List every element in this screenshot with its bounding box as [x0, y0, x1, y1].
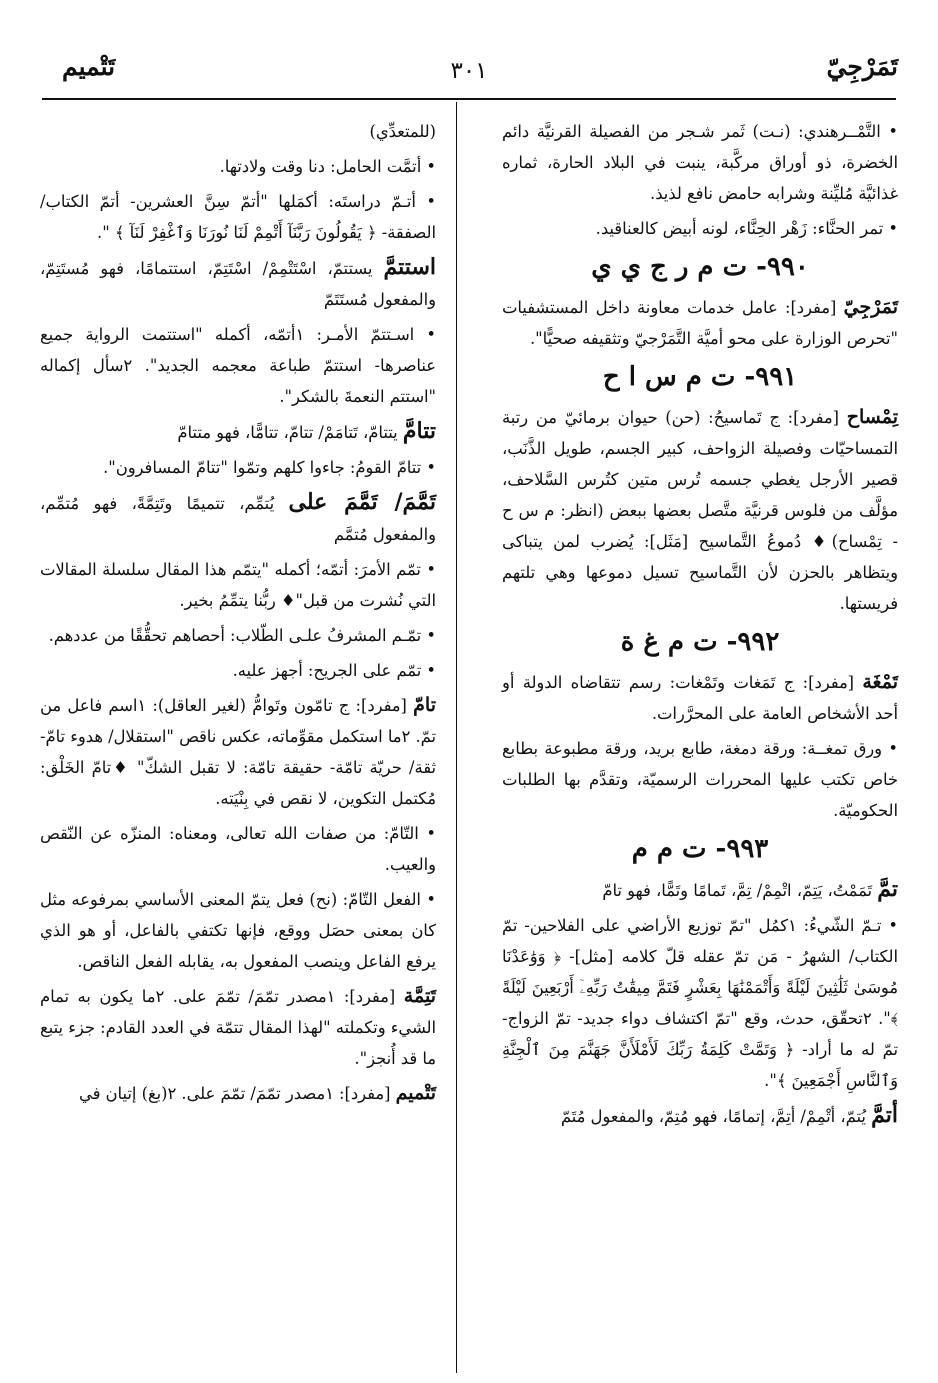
entry-paragraph: • التّامّ: من صفات الله تعالى، ومعناه: المنزّه عن النّقص والعيب.	[40, 824, 436, 874]
headword: تَمْغَة	[862, 671, 898, 693]
entry-paragraph: (للمتعدِّي)	[369, 122, 436, 141]
entry-paragraph: • تمّم الأمرَ: أتمّه؛ أكمله "يتمّم هذا المقال سلسلة المقالات التي نُشرت من قبل"♦ ربُّنا يتمِّمُ بخير.	[40, 560, 436, 610]
conjugation: يُتمِّم، تتميمًا وتَتِمَّةً، فهو مُتمِّم، والمفعول مُتمَّم	[40, 494, 436, 544]
entry-paragraph	[40, 252, 436, 315]
entry-paragraph: • تمر الحنَّاء: زَهْر الحِنَّاء، لونه أبيض كالعناقيد.	[595, 219, 898, 238]
entry-paragraph	[502, 402, 898, 619]
headword: تَمَّمَ/ تَمَّمَ على	[288, 489, 436, 515]
left-column	[40, 116, 436, 1113]
headword: استتمَّ	[383, 254, 436, 280]
entry-paragraph	[40, 981, 436, 1074]
definition: [مفرد]: ج تامّون وتَوامُّ (لغير العاقل): ١اسم فاعل من تمّ. ٢ما استكمل مقوِّماته، عكس ناقص "استقلال/ هدوء تامّ- ثقة/ حريّة تامّة- حقيقة تامّة: لا تقبل الشكّ" ♦تامّ الخَلْق: مُكتمل التكوين، لا نقص في بِنْيَته.	[40, 696, 436, 808]
entry-paragraph	[502, 1100, 898, 1132]
column-divider	[456, 102, 457, 1373]
entry-paragraph: • تمّم على الجريح: أجهز عليه.	[232, 661, 436, 680]
root-heading-993: ٩٩٣- ت م م	[631, 834, 769, 864]
right-column	[502, 116, 898, 1136]
root-heading-991: ٩٩١- ت م س ا ح	[602, 362, 798, 392]
entry-paragraph: • اسـتتمّ الأمـر: ١أتمّه، أكمله "استتمت الرواية جميع عناصرها- استتمّ طباعة معجمه الجديد". ٢سأل إكماله "استتم النعمةَ بالشكر".	[40, 325, 436, 406]
definition: [مفرد]: ١مصدر تمّمَ/ تمّمَ على. ٢(بغ) إتيان في	[79, 1084, 391, 1103]
definition: [مفرد]: عامل خدمات معاونة داخل المستشفيات "تحرص الوزارة على محو أميَّة التَّمَرْجيّ وتثقيفه صحيًّا".	[502, 298, 898, 348]
page-number: ٣٠١	[450, 58, 488, 84]
entry-paragraph: • أتـمّ دراستَه: أكمَلها "أتمّ سِنَّ العشرين- أتمّ الكتاب/ الصفقة- ﴿ يَقُولُونَ رَبَّنَآ أَتْمِمْ لَنَا نُورَنَا وَٱغْفِرْ لَنَآ ﴾ ".	[40, 192, 436, 242]
entry-paragraph	[40, 690, 436, 814]
entry-paragraph	[502, 667, 898, 729]
entry-paragraph	[502, 292, 898, 354]
definition: [مفرد]: ١مصدر تمّمَ/ تمّمَ على. ٢ما يكون به تمام الشيء وتكملته "لهذا المقال تتمّة في العدد القادم: جزء يتبع ما قد أُنجز".	[40, 987, 436, 1068]
entry-paragraph	[40, 416, 436, 448]
entry-paragraph: • أتمَّت الحامل: دنا وقت ولادتها.	[219, 157, 436, 176]
entry-paragraph: • ورق تمغــة: ورقة دمغة، طابع بريد، ورقة مطبوعة بطابع خاص تكتب عليها المحررات الرسميّة، وتقدَّم بها الطلبات الحكوميّة.	[502, 739, 898, 820]
root-heading-992: ٩٩٢- ت م غ ة	[620, 627, 780, 657]
conjugation: تَمَمْتُ، يَتِمّ، اتْمِمْ/ تِمَّ، تَمامًا وتَمًّا، فهو تامّ	[602, 881, 873, 900]
entry-paragraph: • تـمّ الشّيءُ: ١كمُل "تمّ توزيع الأراضي على الفلاحين- تمّ الكتاب/ الشهرُ - مَن تمّ عقله قلّ كلامه [مثل]- ﴿ وَوَٰعَدْنَا مُوسَىٰ ثَلَٰثِينَ لَيْلَةً وَأَتْمَمْنَٰهَا بِعَشْرٍ فَتَمَّ مِيقَٰتُ رَبِّهِۦٓ أَرْبَعِينَ لَيْلَةً ﴾". ٢تحقّق، حدث، وقع "تمّ اكتشاف دواء جديد- تمّ الزواج- تمّ له ما أراد- ﴿ وَتَمَّتْ كَلِمَةُ رَبِّكَ لَأَمْلَأَنَّ جَهَنَّمَ مِنَ ٱلْجِنَّةِ وَٱلنَّاسِ أَجْمَعِينَ ﴾".	[502, 916, 898, 1090]
headword: تامّ	[413, 694, 436, 716]
header-guide-word-right: تَمَرْجِيّ	[826, 52, 898, 81]
root-heading-990: ٩٩٠- ت م ر ج ي ي	[591, 252, 809, 282]
headword: تِمْساح	[846, 406, 898, 428]
headword: تمَّ	[877, 876, 898, 902]
entry-paragraph	[502, 874, 898, 906]
entry-paragraph: • التَّمْــرهندي: (نـت) ثَمر شـجر من الفصيلة القرنيَّة دائم الخضرة، ذو أوراق مركَّبة، ينبت في البلاد الحارة، ثماره غذائيَّة مُليِّنة وشرابه حامض نافع لذيذ.	[502, 122, 898, 203]
entry-paragraph: • تمّـم المشرفُ علـى الطّلاب: أحصاهم تحقُّقًا من عددهم.	[48, 626, 436, 645]
header-rule	[42, 98, 896, 100]
header-guide-word-left: تَتْميم	[62, 52, 116, 81]
headword: تتامَّ	[402, 418, 436, 444]
entry-paragraph: • تتامّ القومُ: جاءوا كلهم وتمّوا "تتامّ المسافرون".	[103, 458, 436, 477]
headword: تَتِمَّة	[403, 985, 436, 1007]
conjugation: يتتامّ، تَتامَمْ/ تتامّ، تتامًّا، فهو متتامّ	[177, 423, 398, 442]
definition: [مفرد]: ج تَمَغات وتَمْغات: رسم تتقاضاه الدولة أو أحد الأشخاص العامة على المحرَّرات.	[502, 673, 898, 723]
definition: [مفرد]: ج تَماسيحُ: (حن) حيوان برمائيّ من رتبة التمساحيّات وفصيلة الزواحف، كبير الجسم، طويل الذَّنَب، قصير الأرجل يغطي جسمه تُرس متين كتُرس السَّلاحف، مؤلَّف من فلوس قرنيَّة متَّصل بعضها ببعض (انظر: م س ح - تِمْساح)♦ دُموعُ التَّماسيح [مَثَل]: يُضرب لمن يتباكى ويتظاهر بالحزن لأن التَّماسيح تسيل دموعها وهي تلتهم فريستها.	[502, 408, 898, 613]
conjugation: يستتمّ، اسْتَتْمِمْ/ اسْتَتِمّ، استتمامًا، فهو مُستَتِمّ، والمفعول مُستَتَمّ	[40, 259, 436, 309]
headword: تَمَرْجِيّ	[843, 296, 898, 318]
headword: أتمَّ	[871, 1102, 898, 1128]
headword: تَتْميم	[395, 1082, 436, 1104]
entry-paragraph	[40, 1078, 436, 1109]
conjugation: يُتمّ، أتْمِمْ/ أتِمَّ، إتمامًا، فهو مُتِمّ، والمفعول مُتَمّ	[560, 1107, 866, 1126]
entry-paragraph: • الفعل التّامّ: (نح) فعل يتمّ المعنى الأساسي بمرفوعه مثل كان بمعنى حصَل ووقع، فإنها تكتفي بالفاعل، أو هو الذي يرفع الفاعل وينصب المفعول به، يقابله الفعل الناقص.	[40, 890, 436, 971]
entry-paragraph	[40, 487, 436, 550]
